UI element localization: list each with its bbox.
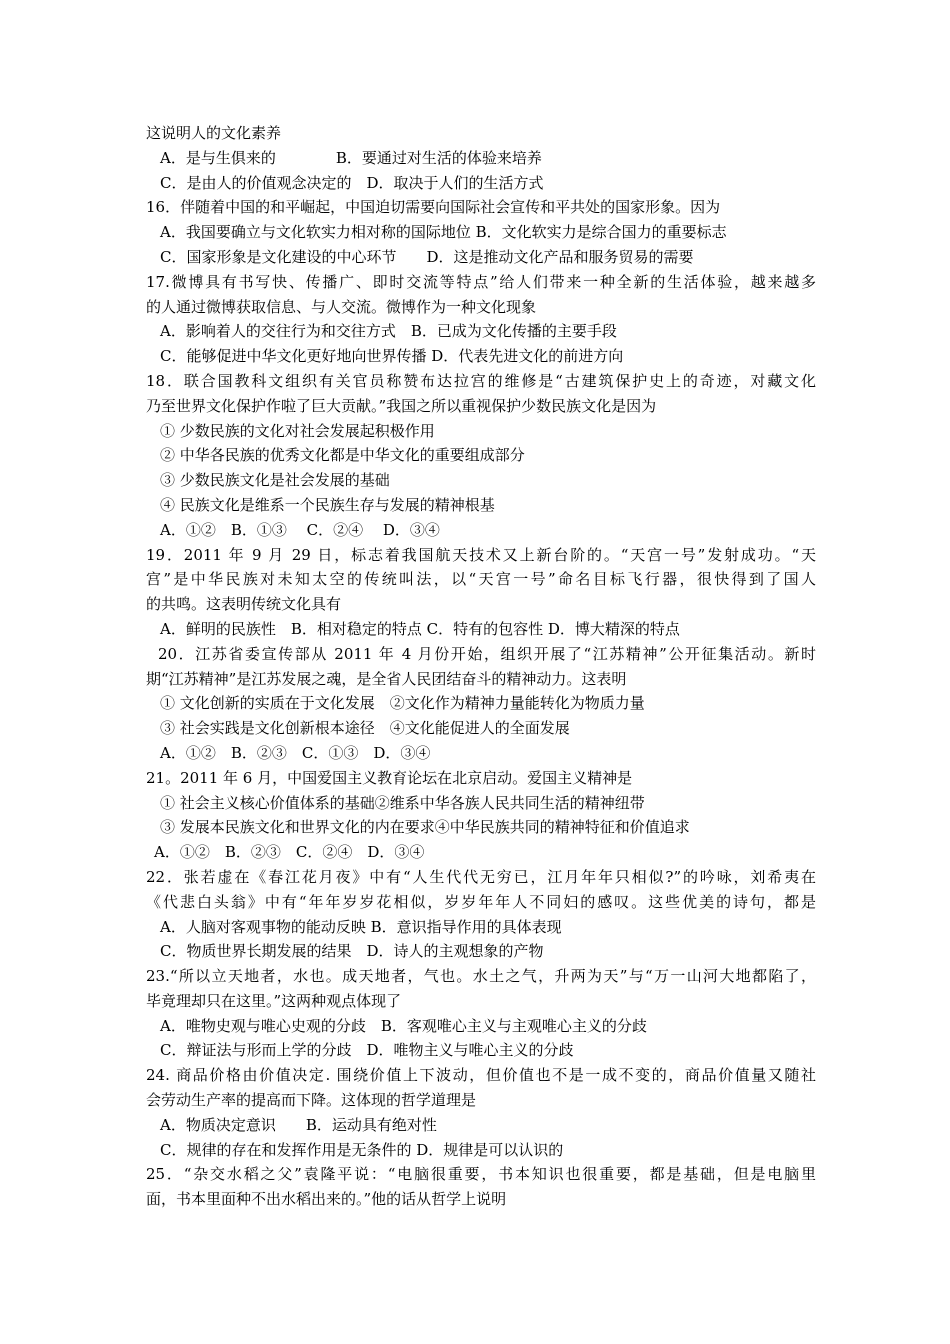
text-line: ② 中华各民族的优秀文化都是中华文化的重要组成部分 <box>160 446 525 465</box>
text-line: A．影响着人的交往行为和交往方式 B．已成为文化传播的主要手段 <box>160 322 617 341</box>
text-line: 宫”是中华民族对未知太空的传统叫法，以“天宫一号”命名目标飞行器，很快得到了国人 <box>146 570 816 589</box>
text-line: 期“江苏精神”是江苏发展之魂，是全省人民团结奋斗的精神动力。这表明 <box>146 669 627 688</box>
text-line: 17.微博具有书写快、传播广、即时交流等特点”给人们带来一种全新的生活体验，越来越多 <box>146 272 816 291</box>
text-line: C．物质世界长期发展的结果 D．诗人的主观想象的产物 <box>160 942 544 961</box>
question-text-body <box>146 121 816 1212</box>
text-line: A．是与生俱来的 B．要通过对生活的体验来培养 <box>160 148 542 167</box>
text-line: A．唯物史观与唯心史观的分歧 B．客观唯心主义与主观唯心主义的分歧 <box>160 1016 647 1035</box>
text-line: 面，书本里面种不出水稻出来的。”他的话从哲学上说明 <box>146 1190 507 1209</box>
text-line: C．国家形象是文化建设的中心环节 D．这是推动文化产品和服务贸易的需要 <box>160 247 694 266</box>
text-line: C．能够促进中华文化更好地向世界传播 D．代表先进文化的前进方向 <box>160 347 624 366</box>
text-line: ① 社会主义核心价值体系的基础②维系中华各族人民共同生活的精神纽带 <box>160 793 645 812</box>
text-line: 毕竟理却只在这里。”这两种观点体现了 <box>146 991 402 1010</box>
text-line: ① 文化创新的实质在于文化发展 ②文化作为精神力量能转化为物质力量 <box>160 694 645 713</box>
text-line: C．规律的存在和发挥作用是无条件的 D．规律是可以认识的 <box>160 1140 564 1159</box>
text-line: 会劳动生产率的提高而下降。这体现的哲学道理是 <box>146 1091 477 1110</box>
text-line: ③ 少数民族文化是社会发展的基础 <box>160 471 390 490</box>
text-line: C．辩证法与形而上学的分歧 D．唯物主义与唯心主义的分歧 <box>160 1041 574 1060</box>
text-line: ③ 社会实践是文化创新根本途径 ④文化能促进人的全面发展 <box>160 719 570 738</box>
text-line: 19．2011 年 9 月 29 日，标志着我国航天技术又上新台阶的。“天宫一号”发射成功。“天 <box>146 545 816 564</box>
text-line: A．①② B．①③ C．②④ D．③④ <box>160 520 440 539</box>
text-line: 的人通过微博获取信息、与人交流。微博作为一种文化现象 <box>146 297 537 316</box>
text-line: 18．联合国教科文组织有关官员称赞布达拉宫的维修是“古建筑保护史上的奇迹，对藏文化 <box>146 371 816 390</box>
text-line: A．人脑对客观事物的能动反映 B．意识指导作用的具体表现 <box>160 917 562 936</box>
text-line: C．是由人的价值观念决定的 D．取决于人们的生活方式 <box>160 173 544 192</box>
text-line: A．①② B．②③ C．②④ D．③④ <box>154 843 425 862</box>
text-line: A．①② B．②③ C．①③ D．③④ <box>160 743 431 762</box>
text-line: 22．张若虚在《春江花月夜》中有“人生代代无穷已，江月年年只相似?”的吟咏，刘希夷在 <box>146 867 816 886</box>
text-line: 20．江苏省委宣传部从 2011 年 4 月份开始，组织开展了“江苏精神”公开征集活动。新时 <box>158 644 816 663</box>
text-line: 25．“杂交水稻之父”袁隆平说：“电脑很重要，书本知识也很重要，都是基础，但是电脑里 <box>146 1165 816 1184</box>
text-line: A．鲜明的民族性 B．相对稳定的特点 C．特有的包容性 D．博大精深的特点 <box>160 619 680 638</box>
text-line: ③ 发展本民族文化和世界文化的内在要求④中华民族共同的精神特征和价值追求 <box>160 818 690 837</box>
text-line: 16．伴随着中国的和平崛起，中国迫切需要向国际社会宣传和平共处的国家形象。因为 <box>146 198 721 217</box>
text-line: 23.“所以立天地者，水也。成天地者，气也。水土之气，升两为天”与“万一山河大地都陷了， <box>146 967 816 986</box>
text-line: 乃至世界文化保护作啦了巨大贡献。”我国之所以重视保护少数民族文化是因为 <box>146 396 657 415</box>
text-line: 的共鸣。这表明传统文化具有 <box>146 595 342 614</box>
text-line: ④ 民族文化是维系一个民族生存与发展的精神根基 <box>160 495 495 514</box>
text-line: 24. 商品价格由价值决定. 围绕价值上下波动，但价值也不是一成不变的，商品价值量又随社 <box>146 1066 816 1085</box>
text-line: A．物质决定意识 B．运动具有绝对性 <box>160 1115 437 1134</box>
text-line: A．我国要确立与文化软实力相对称的国际地位 B．文化软实力是综合国力的重要标志 <box>160 223 727 242</box>
text-line: 这说明人的文化素养 <box>146 124 282 142</box>
text-line: 《代悲白头翁》中有“年年岁岁花相似，岁岁年年人不同妇的感叹。这些优美的诗句，都是 <box>146 892 816 911</box>
text-line: ① 少数民族的文化对社会发展起积极作用 <box>160 421 435 440</box>
text-line: 21。2011 年 6 月，中国爱国主义教育论坛在北京启动。爱国主义精神是 <box>146 768 633 787</box>
